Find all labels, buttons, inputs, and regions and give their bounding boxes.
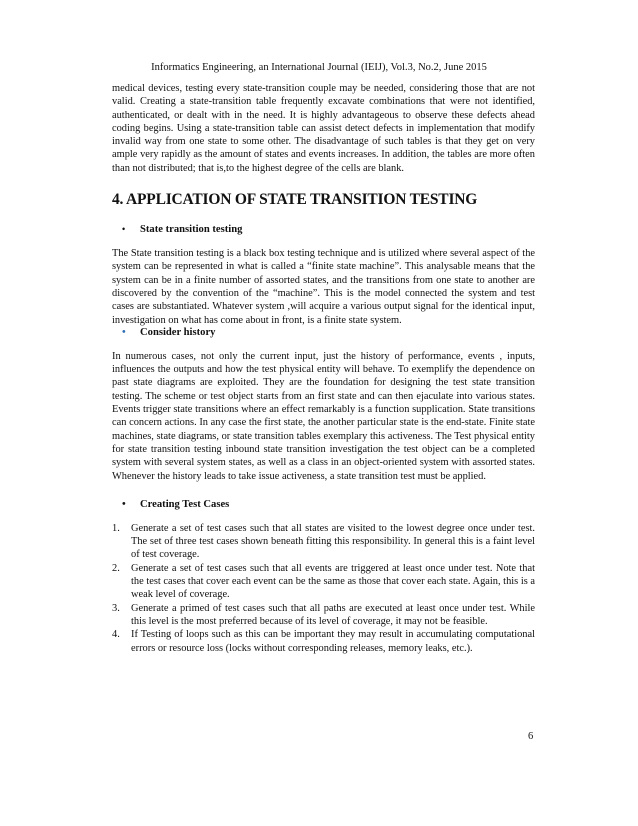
subsection-heading-creating-test-cases bbox=[122, 499, 535, 510]
subsection-heading-state-transition bbox=[122, 224, 535, 235]
page-number: 6 bbox=[528, 731, 534, 742]
subsection-heading-consider-history bbox=[122, 327, 535, 338]
subsection-title: State transition testing bbox=[140, 224, 243, 236]
list-item-number: 2. bbox=[112, 562, 120, 574]
list-item-text: Generate a set of test cases such that all states are visited to the lowest degree once under test. The set of three test cases shown beneath fitting this responsibility. In general this is a faint level of test coverage. bbox=[131, 522, 535, 561]
list-item-text: If Testing of loops such as this can be important they may result in accumulating computational errors or resource loss (locks without corresponding releases, memory leaks, etc.). bbox=[131, 629, 535, 654]
bullet-icon: • bbox=[122, 224, 126, 235]
section-heading: 4. APPLICATION OF STATE TRANSITION TESTING bbox=[112, 191, 478, 209]
subsection-title: Consider history bbox=[140, 326, 216, 338]
bullet-icon: • bbox=[122, 498, 126, 510]
list-item bbox=[112, 562, 535, 602]
page-content bbox=[112, 82, 535, 655]
list-item bbox=[112, 628, 535, 655]
journal-header: Informatics Engineering, an International Journal (IEIJ), Vol.3, No.2, June 2015 bbox=[151, 62, 487, 73]
list-item-text: Generate a primed of test cases such that all paths are executed at least once under test. While this level is the most preferred because of its level of coverage, it may not be feasible. bbox=[131, 602, 535, 627]
consider-history-paragraph: In numerous cases, not only the current input, just the history of performance, events , inputs, influences the outputs and how the test physical entity will behave. To exemplify the dependence on past state diagrams are exploited. They are the foundation for designing the test state transition testing. The scheme or test object starts from an first state and can then ejaculate into various states. Events trigger state transitions where an effect remarkably is a function supplication. State transitions can concern actions. In any case the first state, the another particular state is the end-state. Finite state machines, state diagrams, or state transition tables exemplary this activeness. The Test physical entity for state transition testing inbound state transition investigation the test object can be a completed system with several system states, as well as a class in an object-oriented system with assorted states. Whenever the history leads to take issue activeness, a state transition test must be applied. bbox=[112, 350, 535, 482]
list-item-number: 1. bbox=[112, 522, 120, 534]
test-case-list bbox=[112, 522, 535, 655]
intro-paragraph: medical devices, testing every state-transition couple may be needed, considering those that are not valid. Creating a state-transition table frequently excavate combinations that were not identified, authenticated, or dealt with in the need. It is highly advantageous to observe these defects ahead coding begins. Using a state-transition table can assist detect defects in implementation that modify invalid way from one state to some other. The disadvantage of such tables is that they get on very ample very rapidly as the amount of states and events increases. In addition, the tables are more often than not distributed; that is,to the highest degree of the cells are blank. bbox=[112, 83, 535, 174]
subsection-title: Creating Test Cases bbox=[140, 498, 230, 510]
list-item bbox=[112, 602, 535, 629]
list-item-text: Generate a set of test cases such that all events are triggered at least once under test. Note that the test cases that cover each event can be the same as those that cover each state. Again, this is a weak level of coverage. bbox=[131, 562, 535, 601]
state-transition-paragraph: The State transition testing is a black box testing technique and is utilized where several aspect of the system can be represented in what is called a “finite state machine”. This analysable means that the system can be in a finite number of assorted states, and the transitions from one state to another are discovered by the convention of the “machine”. This is the model connected the system and test cases are substantiated. Whatever system ,will acquire a various output signal for the identical input, investigation on what has come about in front, is a finite state system. bbox=[112, 248, 535, 326]
list-item-number: 4. bbox=[112, 629, 120, 641]
bullet-icon: • bbox=[122, 326, 126, 338]
list-item bbox=[112, 522, 535, 562]
list-item-number: 3. bbox=[112, 602, 120, 614]
